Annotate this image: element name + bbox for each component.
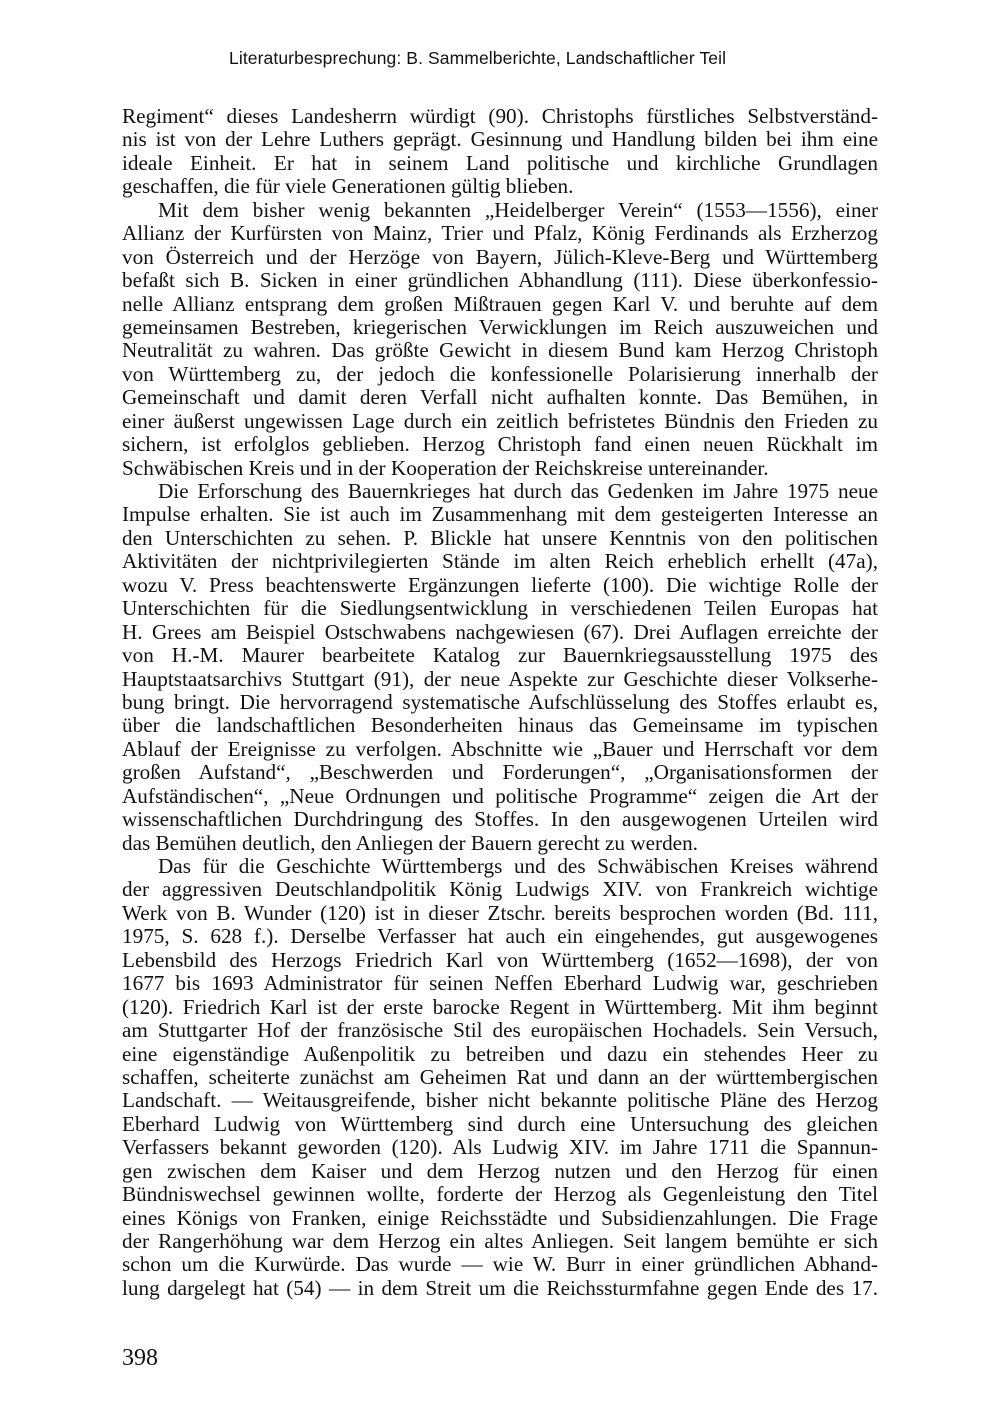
text-line: von Württemberg zu, der jedoch die konfessionelle Polarisierung innerhalb der [122, 361, 878, 386]
text-line: großen Aufstand“, „Beschwerden und Forderungen“, „Organisationsformen der [122, 760, 878, 785]
text-line: gemeinsamen Bestreben, kriegerischen Verwicklungen im Reich auszuweichen und [122, 314, 878, 339]
text-line: Werk von B. Wunder (120) ist in dieser Ztschr. bereits besprochen worden (Bd. 111, [122, 900, 878, 925]
text-line: Verfassers bekannt geworden (120). Als Ludwig XIV. im Jahre 1711 die Spannun- [122, 1135, 878, 1160]
text-line: 1677 bis 1693 Administrator für seinen Neffen Eberhard Ludwig war, geschrieben [122, 971, 878, 996]
text-line: Schwäbischen Kreis und in der Kooperation der Reichskreise untereinander. [122, 455, 769, 480]
text-line: schaffen, scheiterte zunächst am Geheimen Rat und dann an der württembergischen [122, 1064, 878, 1089]
text-line: (120). Friedrich Karl ist der erste barocke Regent in Württemberg. Mit ihm beginnt [122, 994, 878, 1019]
text-line: einer äußerst ungewissen Lage durch ein zeitlich befristetes Bündnis den Frieden zu [122, 408, 878, 433]
text-line: über die landschaftlichen Besonderheiten hinaus das Gemeinsame im typischen [122, 713, 878, 738]
text-line: gen zwischen dem Kaiser und dem Herzog nutzen und den Herzog für einen [122, 1158, 878, 1183]
text-line: wozu V. Press beachtenswerte Ergänzungen lieferte (100). Die wichtige Rolle der [122, 572, 878, 597]
text-line: der Rangerhöhung war dem Herzog ein altes Anliegen. Seit langem bemühte er sich [122, 1229, 878, 1253]
text-line: Aufständischen“, „Neue Ordnungen und politische Programme“ zeigen die Art der [122, 783, 878, 808]
text-line: H. Grees am Beispiel Ostschwabens nachgewiesen (67). Drei Auflagen erreichte der [122, 619, 878, 644]
text-line: befaßt sich B. Sicken in einer gründlichen Abhandlung (111). Diese überkonfessio- [122, 268, 878, 293]
text-line: Landschaft. — Weitausgreifende, bisher nicht bekannte politische Pläne des Herzog [122, 1088, 878, 1113]
text-line: nis ist von der Lehre Luthers geprägt. Gesinnung und Handlung bilden bei ihm eine [122, 127, 878, 152]
text-line: Hauptstaatsarchivs Stuttgart (91), der neue Aspekte zur Geschichte dieser Volkserhe- [122, 666, 878, 691]
running-head: Literaturbesprechung: B. Sammelberichte, Landschaftlicher Teil [229, 48, 727, 68]
body-text [122, 105, 878, 1300]
text-line: der aggressiven Deutschlandpolitik König Ludwigs XIV. von Frankreich wichtige [122, 877, 878, 902]
text-line: Impulse erhalten. Sie ist auch im Zusammenhang mit dem gesteigerten Interesse an [122, 502, 878, 527]
text-line: eine eigenständige Außenpolitik zu betreiben und dazu ein stehendes Heer zu [122, 1041, 878, 1066]
text-line: Ablauf der Ereignisse zu verfolgen. Abschnitte wie „Bauer und Herrschaft vor dem [122, 736, 878, 761]
text-line: am Stuttgarter Hof der französische Stil des europäischen Hochadels. Sein Versuch, [122, 1018, 878, 1043]
text-line: Neutralität zu wahren. Das größte Gewicht in diesem Bund kam Herzog Christoph [122, 338, 878, 363]
text-line: das Bemühen deutlich, den Anliegen der Bauern gerecht zu werden. [122, 830, 698, 855]
text-line: nelle Allianz entsprang dem großen Mißtrauen gegen Karl V. und beruhte auf dem [122, 291, 878, 316]
text-line: Eberhard Ludwig von Württemberg sind durch eine Untersuchung des gleichen [122, 1111, 878, 1136]
text-line: von H.-M. Maurer bearbeitete Katalog zur Bauernkriegsausstellung 1975 des [122, 643, 878, 668]
paragraph-first-line: Mit dem bisher wenig bekannten „Heidelberger Verein“ (1553—1556), einer [158, 197, 878, 222]
text-line: Gemeinschaft und damit deren Verfall nicht aufhalten konnte. Das Bemühen, in [122, 385, 878, 410]
text-line: Allianz der Kurfürsten von Mainz, Trier und Pfalz, König Ferdinands als Erzherzog [122, 221, 878, 246]
text-line: ideale Einheit. Er hat in seinem Land politische und kirchliche Grundlagen [122, 150, 878, 175]
text-line: Bündniswechsel gewinnen wollte, forderte der Herzog als Gegenleistung den Titel [122, 1182, 878, 1207]
text-line: Lebensbild des Herzogs Friedrich Karl von Württemberg (1652—1698), der von [122, 947, 878, 972]
text-line: den Unterschichten zu sehen. P. Blickle hat unsere Kenntnis von den politischen [122, 525, 878, 550]
text-line: 1975, S. 628 f.). Derselbe Verfasser hat auch ein eingehendes, gut ausgewogenes [122, 924, 878, 949]
text-line: lung dargelegt hat (54) — in dem Streit um die Reichssturmfahne gegen Ende des 17. [122, 1275, 878, 1300]
text-line: von Österreich und der Herzöge von Bayern, Jülich-Kleve-Berg und Württemberg [122, 244, 878, 269]
text-line: eines Königs von Franken, einige Reichsstädte und Subsidienzahlungen. Die Frage [122, 1205, 878, 1230]
paragraph-first-line: Das für die Geschichte Württembergs und des Schwäbischen Kreises während [158, 854, 878, 878]
text-line: geschaffen, die für viele Generationen gültig blieben. [122, 174, 574, 199]
text-line: Regiment“ dieses Landesherrn würdigt (90). Christophs fürstliches Selbstverständ- [122, 104, 878, 128]
text-line: sichern, ist erfolglos geblieben. Herzog Christoph fand einen neuen Rückhalt im [122, 432, 878, 457]
text-line: Unterschichten für die Siedlungsentwicklung in verschiedenen Teilen Europas hat [122, 596, 878, 621]
paragraph-first-line: Die Erforschung des Bauernkrieges hat durch das Gedenken im Jahre 1975 neue [158, 479, 878, 503]
text-line: Aktivitäten der nichtprivilegierten Stände im alten Reich erheblich erhellt (47a), [122, 549, 878, 574]
text-line: wissenschaftlichen Durchdringung des Stoffes. In den ausgewogenen Urteilen wird [122, 807, 878, 832]
text-line: schon um die Kurwürde. Das wurde — wie W. Burr in einer gründlichen Abhand- [122, 1252, 878, 1277]
page-number: 398 [122, 1345, 158, 1371]
text-line: bung bringt. Die hervorragend systematische Aufschlüsselung des Stoffes erlaubt es, [122, 689, 878, 714]
